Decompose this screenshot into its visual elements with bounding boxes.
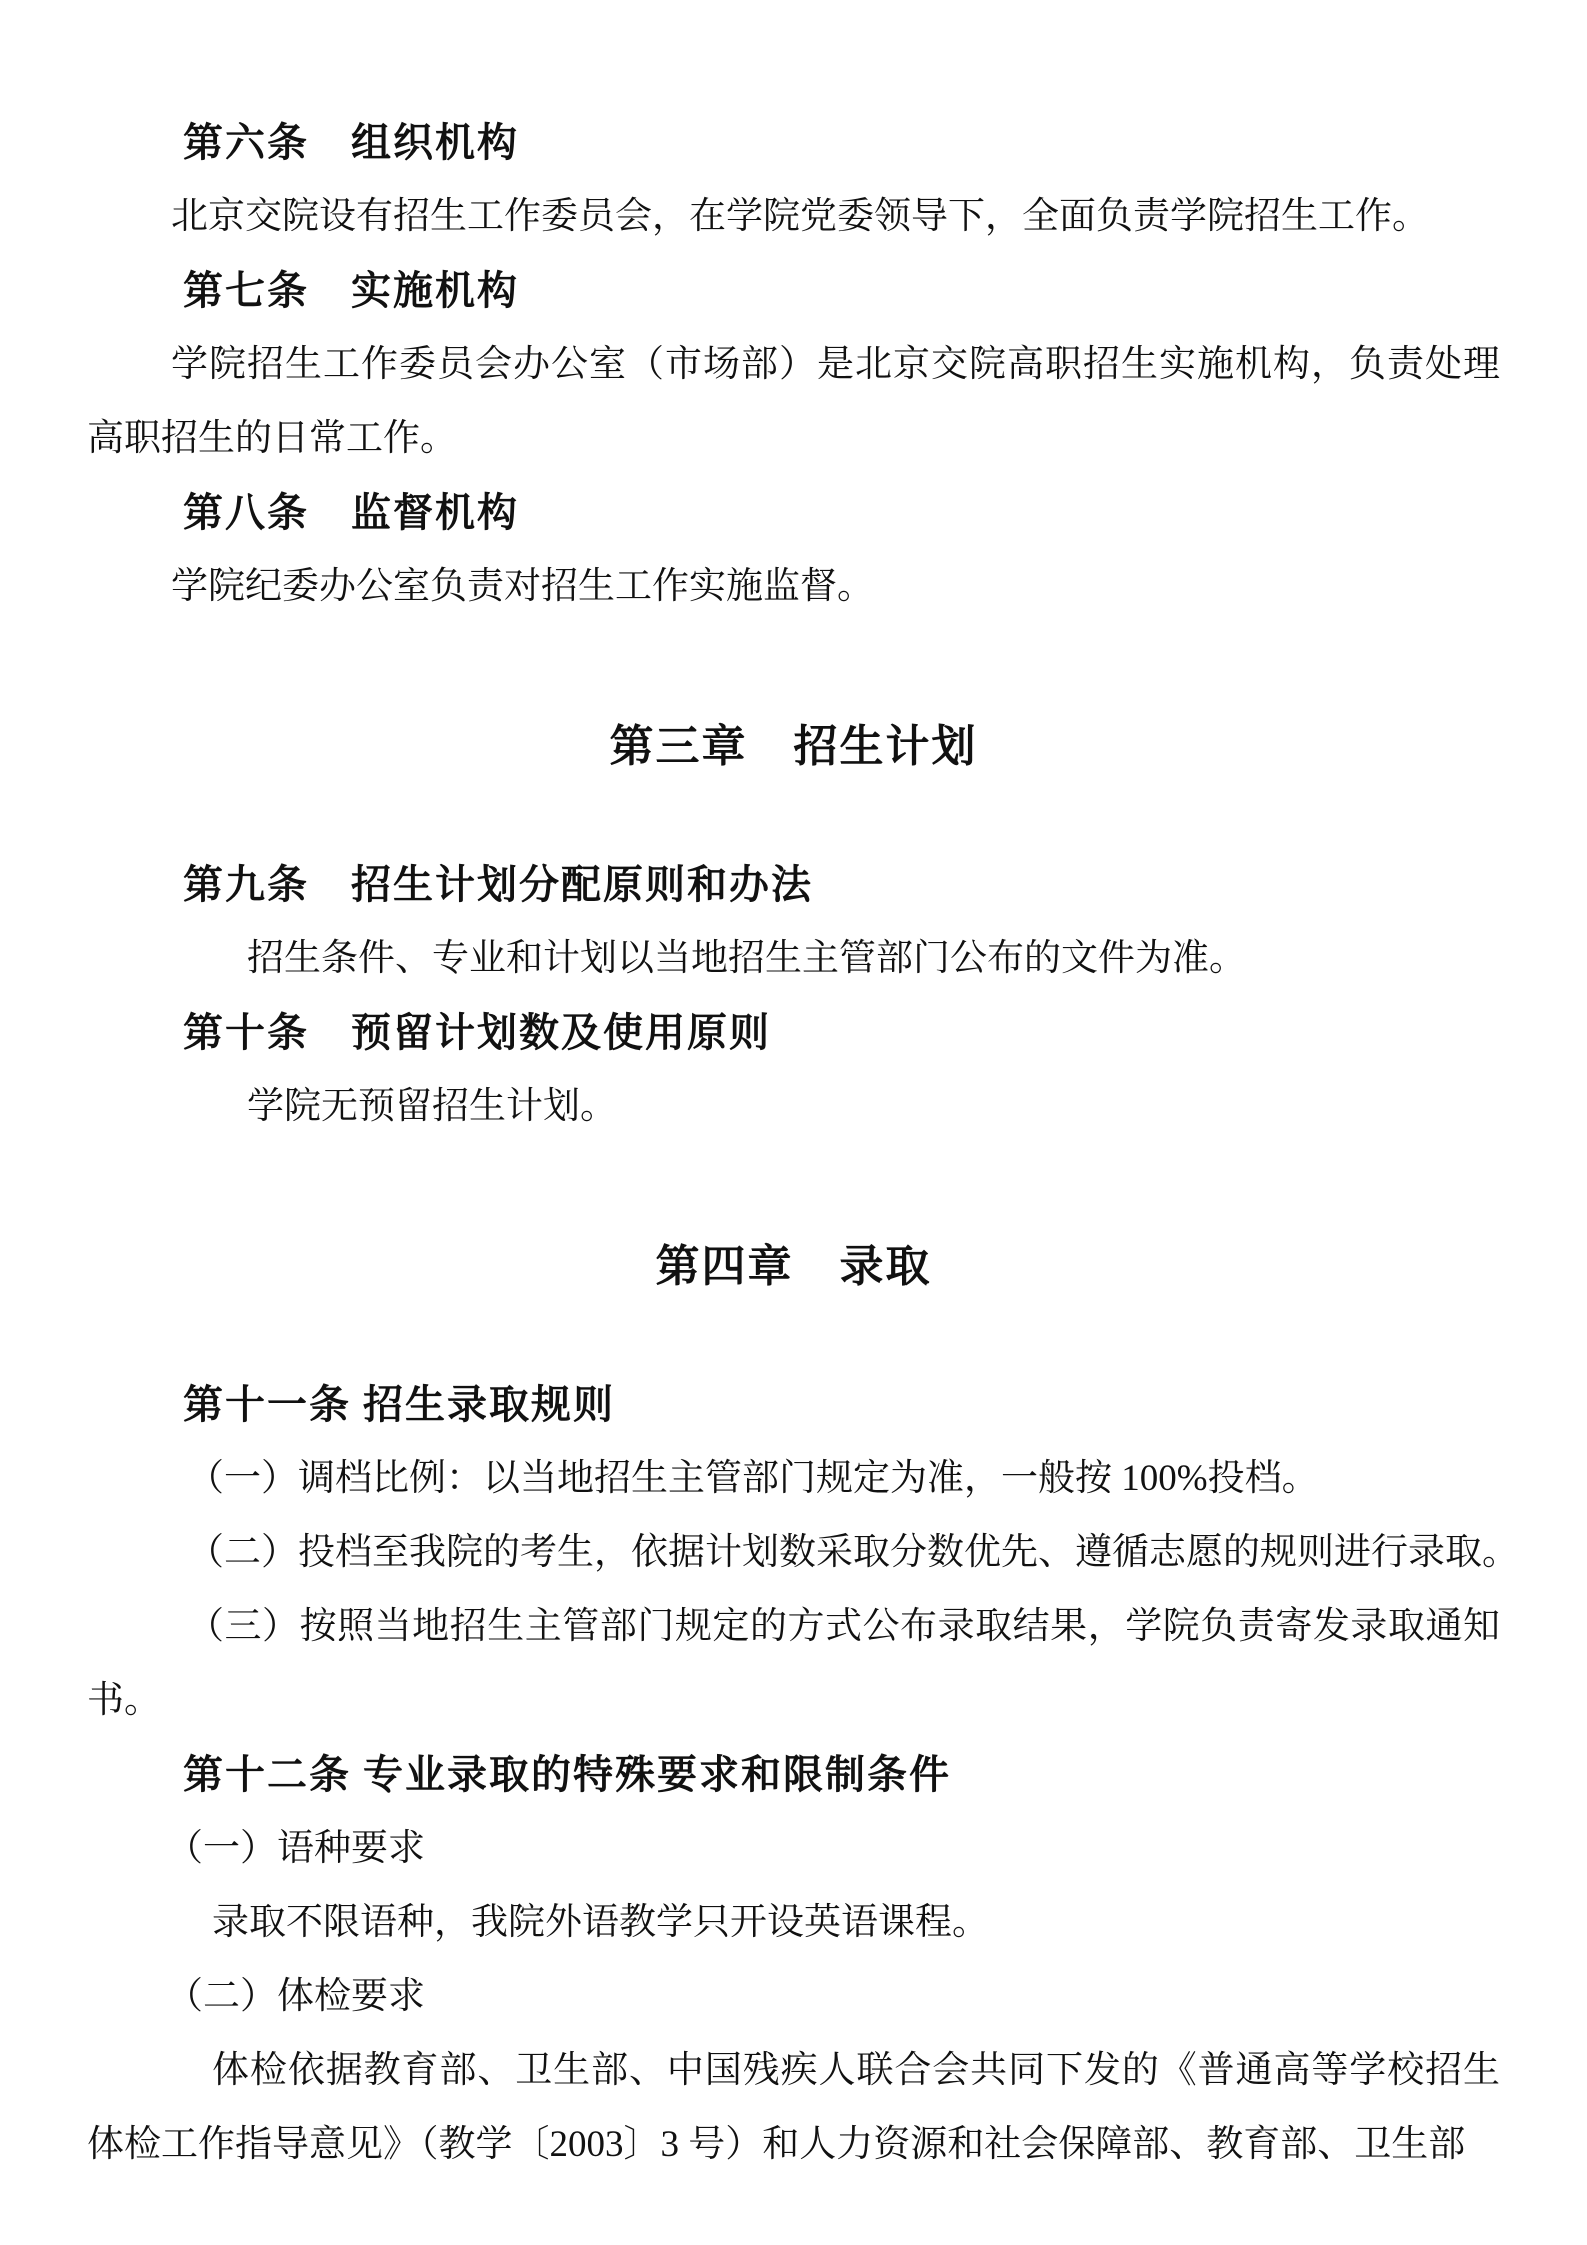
paragraph: （一）语种要求 (166, 1828, 425, 1869)
paragraph: 学院招生工作委员会办公室（市场部）是北京交院高职招生实施机构，负责处理高职招生的日常工作。 (87, 344, 1500, 459)
paragraph: 学院纪委办公室负责对招生工作实施监督。 (171, 566, 874, 607)
paragraph: （一）调档比例：以当地招生主管部门规定为准，一般按 100%投档。 (187, 1458, 1319, 1499)
paragraph: 学院无预留招生计划。 (247, 1086, 617, 1127)
paragraph: （二）投档至我院的考生，依据计划数采取分数优先、遵循志愿的规则进行录取。 (187, 1532, 1519, 1573)
article-heading: 第十条 预留计划数及使用原则 (183, 1010, 771, 1055)
paragraph: 体检依据教育部、卫生部、中国残疾人联合会共同下发的《普通高等学校招生体检工作指导意见》（教学〔2003〕3 号）和人力资源和社会保障部、教育部、卫生部 (87, 2050, 1500, 2165)
article-heading: 第六条 组织机构 (183, 120, 519, 165)
paragraph: （三）按照当地招生主管部门规定的方式公布录取结果，学院负责寄发录取通知书。 (87, 1606, 1500, 1721)
chapter-heading: 第三章 招生计划 (609, 722, 978, 771)
document-content (87, 106, 1519, 2182)
paragraph: （二）体检要求 (166, 1976, 425, 2017)
article-heading: 第七条 实施机构 (183, 268, 519, 313)
article-heading: 第八条 监督机构 (183, 490, 519, 535)
paragraph: 招生条件、专业和计划以当地招生主管部门公布的文件为准。 (247, 938, 1246, 979)
chapter-heading: 第四章 录取 (655, 1242, 932, 1291)
paragraph: 北京交院设有招生工作委员会，在学院党委领导下，全面负责学院招生工作。 (171, 196, 1429, 237)
article-heading: 第十二条 专业录取的特殊要求和限制条件 (183, 1752, 951, 1797)
paragraph: 录取不限语种，我院外语教学只开设英语课程。 (212, 1902, 989, 1943)
article-heading: 第九条 招生计划分配原则和办法 (183, 862, 813, 907)
article-heading: 第十一条 招生录取规则 (183, 1382, 615, 1427)
